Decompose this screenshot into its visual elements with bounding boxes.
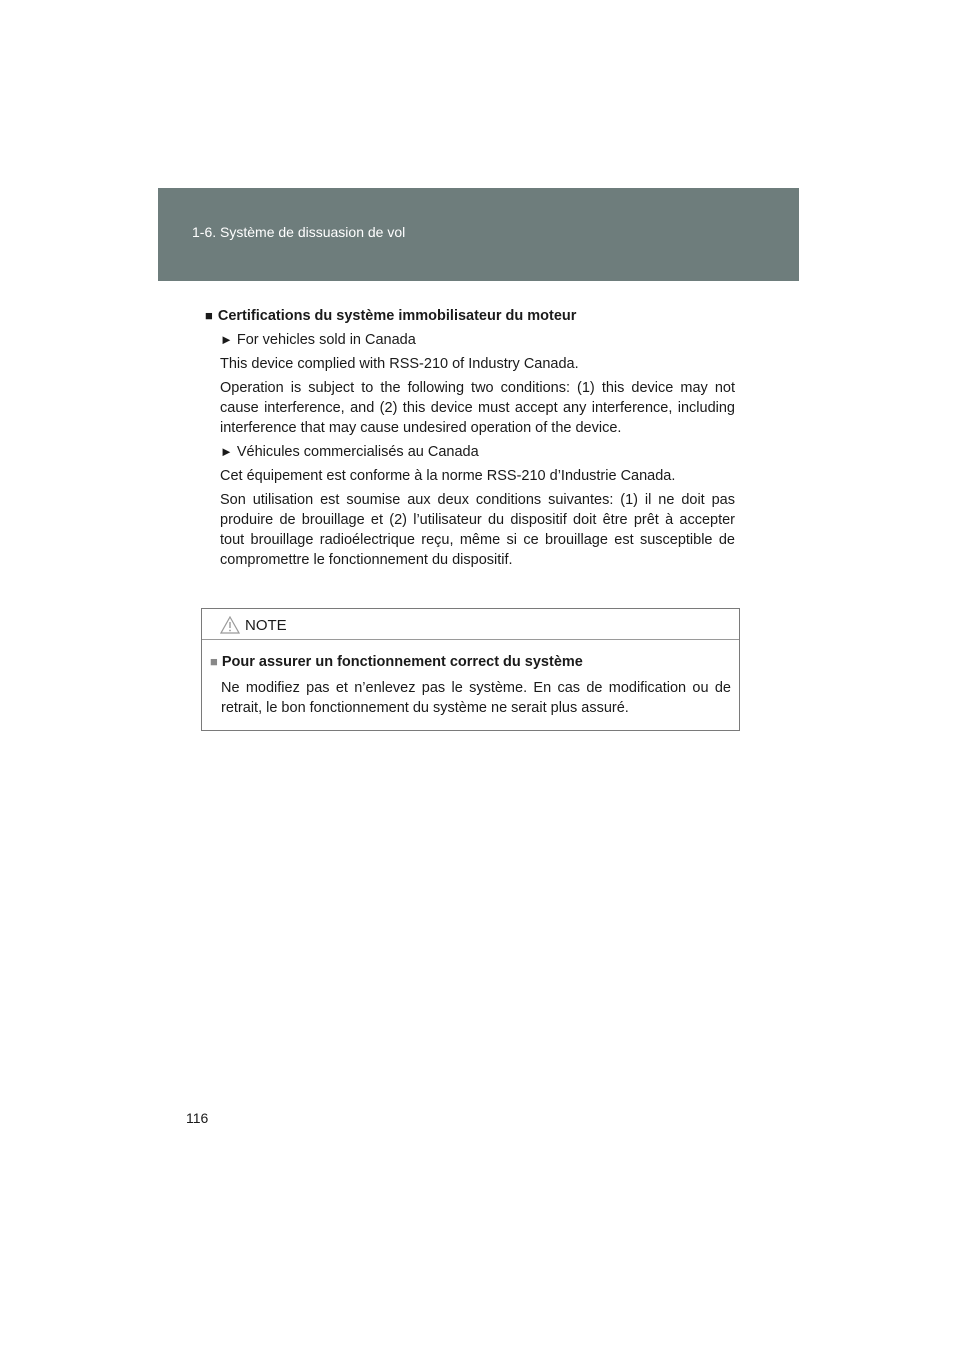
note-body (202, 640, 739, 718)
bullet-canada-en (220, 330, 735, 350)
note-text: Ne modifiez pas et n’enlevez pas le système. En cas de modification ou de retrait, le bon fonctionnement du système ne serait plus assuré. (221, 680, 731, 716)
note-heading (210, 652, 731, 672)
note-heading-text: Pour assurer un fonctionnement correct du système (221, 654, 583, 670)
section-heading (205, 306, 735, 326)
paragraph-compliance-en: This device complied with RSS-210 of Industry Canada. (220, 356, 579, 372)
bullet-text: Véhicules commercialisés au Canada (236, 444, 479, 460)
paragraph-conditions-en: Operation is subject to the following two conditions: (1) this device may not cause interference, and (2) this device must accept any interference, including interference that may cause undesired operation of the device. (220, 380, 735, 436)
section-heading-text: Certifications du système immobilisateur du moteur (217, 308, 577, 324)
warning-triangle-icon (220, 616, 240, 634)
paragraph-compliance-fr: Cet équipement est conforme à la norme RSS-210 d’Industrie Canada. (220, 468, 676, 484)
note-label: NOTE (245, 617, 287, 634)
section-header-bar (158, 188, 799, 281)
main-content (205, 306, 735, 570)
triangle-arrow-icon: ► (220, 444, 233, 459)
section-title: 1-6. Système de dissuasion de vol (192, 224, 406, 240)
square-bullet-icon: ■ (210, 654, 218, 669)
page-number: 116 (186, 1110, 209, 1126)
bullet-canada-fr (220, 442, 735, 462)
triangle-arrow-icon: ► (220, 332, 233, 347)
square-bullet-icon: ■ (205, 308, 213, 323)
note-header (202, 609, 739, 640)
note-box (201, 608, 740, 731)
bullet-text: For vehicles sold in Canada (236, 332, 416, 348)
paragraph-conditions-fr: Son utilisation est soumise aux deux conditions suivantes: (1) il ne doit pas produire de brouillage et (2) l’utilisateur du dispositif doit être prêt à accepter tout brouillage radioélectrique reçu, même si ce brouillage est susceptible de compromettre le fonctionnement du dispositif. (220, 492, 735, 568)
